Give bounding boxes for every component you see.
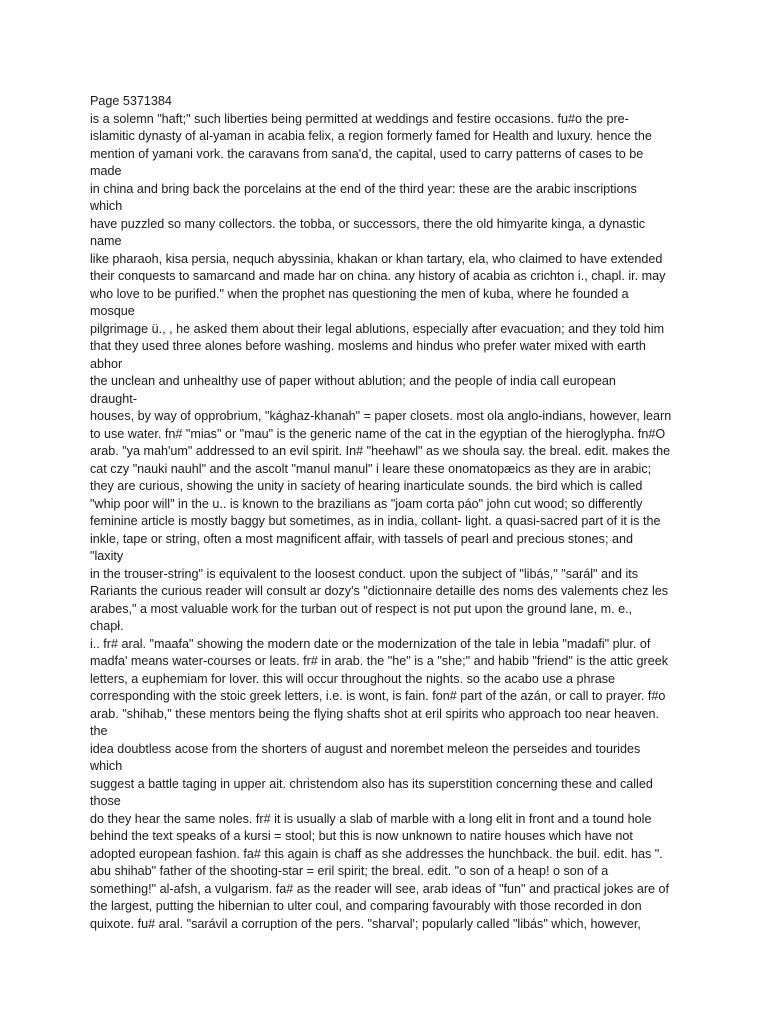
document-page xyxy=(90,93,750,933)
text-line: the xyxy=(90,724,108,738)
text-line: arab. "ya mah'um" addressed to an evil spirit. In# "heehawl" as we shoula say. the breal. edit. makes the xyxy=(90,444,671,458)
text-line: Rariants the curious reader will consult ar dozy's "dictionnaire detaille des noms des valements chez les xyxy=(90,584,669,598)
text-line: houses, by way of opprobrium, "kághaz-khanah" = paper closets. most ola anglo-indians, however, learn xyxy=(90,409,672,423)
text-line: in china and bring back the porcelains at the end of the third year: these are the arabic inscriptions xyxy=(90,181,637,196)
text-line: mosque xyxy=(90,304,135,318)
text-line: madfa' means water-courses or leats. fr# in arab. the "he" is a "she;" and habib "friend" is the attic greek xyxy=(90,654,669,668)
text-line: abu shihab" father of the shooting-star = eril spirit; the breal. edit. "o son of a heap! o son of a xyxy=(90,864,609,878)
text-line: draught- xyxy=(90,391,137,406)
text-line: behind the text speaks of a kursi = stool; but this is now unknown to natire houses which have not xyxy=(90,829,633,843)
text-line: abhor xyxy=(90,356,123,371)
text-line: the largest, putting the hibernian to ulter coul, and comparing favourably with those recorded in don xyxy=(90,899,642,913)
text-line: their conquests to samarcand and made har on china. any history of acabia as crichton i., chapl. ir. may xyxy=(90,269,666,283)
text-line: they are curious, showing the unity in sacíety of hearing inarticulate sounds. the bird which is called xyxy=(90,479,643,493)
text-line: which xyxy=(90,199,123,213)
text-line: those xyxy=(90,794,121,808)
text-line: have puzzled so many collectors. the tobba, or successors, there the old himyarite kinga, a dynastic xyxy=(90,216,646,231)
text-line: made xyxy=(90,164,122,178)
text-line: is a solemn "haft;" such liberties being permitted at weddings and festire occasions. fu#o the pre- xyxy=(90,111,629,126)
text-line: arab. "shihab," these mentors being the flying shafts shot at eril spirits who approach too near heaven. xyxy=(90,706,659,721)
text-line: who love to be purified." when the prophet nas questioning the men of kuba, where he founded a xyxy=(90,286,629,301)
text-line: like pharaoh, kisa persia, nequch abyssinia, khakan or khan tartary, ela, who claimed to have extended xyxy=(90,251,663,266)
text-line: do they hear the same noles. fr# it is usually a slab of marble with a long elit in front and a tound hole xyxy=(90,811,652,826)
text-line: in the trouser-string" is equivalent to the loosest conduct. upon the subject of "libás," "sarál" and its xyxy=(90,566,639,581)
text-line: islamitic dynasty of al-yaman in acabia felix, a region formerly famed for Health and luxury. hence the xyxy=(90,129,652,143)
text-line: letters, a euphemiam for lover. this will occur throughout the nights. so the acabo use a phrase xyxy=(90,671,616,686)
text-line: "laxity xyxy=(90,549,124,563)
text-line: "whip poor will" in the u.. is known to the brazilians as "joam corta páo" john cut wood; so differently xyxy=(90,496,643,511)
text-line: adopted european fashion. fa# this again is chaff as she addresses the hunchback. the buil. edit. has ". xyxy=(90,846,663,861)
text-line: cat czy "nauki nauhl" and the ascolt "manul manul" i leare these onomatopæics as they are in arabic; xyxy=(90,461,652,476)
text-line: which xyxy=(90,759,123,773)
text-line: arabes," a most valuable work for the turban out of respect is not put upon the ground lane, m. e., xyxy=(90,601,633,616)
text-line: idea doubtless acose from the shorters of august and norembet meleon the perseides and tourides xyxy=(90,741,641,756)
text-line: i.. fr# aral. "maafa" showing the modern date or the modernization of the tale in lebia "madafi" plur. of xyxy=(90,636,651,651)
text-line: quixote. fu# aral. "sarávil a corruption of the pers. "sharval'; popularly called "libás" which, however, xyxy=(90,916,641,931)
text-line: name xyxy=(90,234,122,248)
text-line: mention of yamani vork. the caravans from sana'd, the capital, used to carry patterns of cases to be xyxy=(90,146,644,161)
text-line: inkle, tape or string, often a most magnificent affair, with tassels of pearl and precious stones; and xyxy=(90,531,633,546)
text-line: chapł. xyxy=(90,619,124,633)
text-line: pilgrimage ü., , he asked them about their legal ablutions, especially after evacuation; and they told him xyxy=(90,321,665,336)
text-line: that they used three alones before washing. moslems and hindus who prefer water mixed with earth xyxy=(90,339,646,353)
text-line: feminine article is mostly baggy but sometimes, as in india, collant- light. a quasi-sacred part of it is the xyxy=(90,514,661,528)
text-line: the unclean and unhealthy use of paper without ablution; and the people of india call european xyxy=(90,374,616,388)
text-line: corresponding with the stoic greek letters, i.e. is wont, is fain. fon# part of the azán, or call to prayer. f#o xyxy=(90,689,666,703)
text-line: something!" al-afsh, a vulgarism. fa# as the reader will see, arab ideas of "fun" and practical jokes are of xyxy=(90,881,670,896)
text-line: to use water. fn# "mias" or "mau" is the generic name of the cat in the egyptian of the hieroglypha. fn#O xyxy=(90,426,666,441)
page-heading: Page 5371384 xyxy=(90,94,172,108)
text-line: suggest a battle taging in upper ait. christendom also has its superstition concerning these and called xyxy=(90,776,653,791)
